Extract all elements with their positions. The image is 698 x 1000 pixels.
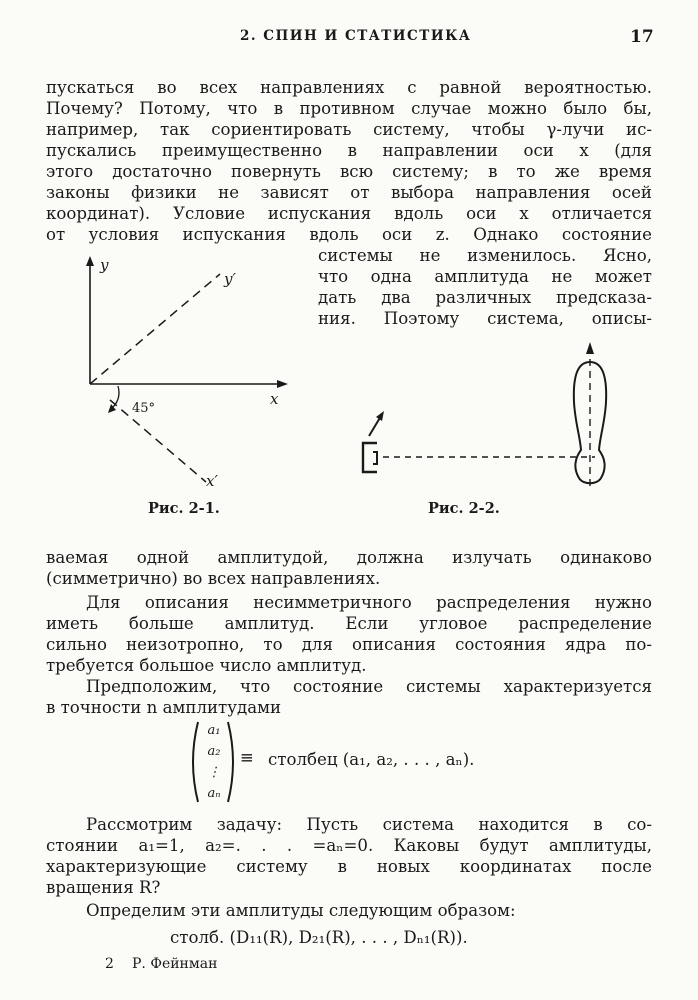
source-box xyxy=(363,443,377,472)
y-prime-axis xyxy=(90,274,220,384)
text-line: дать два различных предсказа- xyxy=(318,288,652,307)
text-line: иметь больше амплитуд. Если угловое распределение xyxy=(46,614,652,633)
figure1-caption: Рис. 2-1. xyxy=(148,500,220,517)
label-y-prime: y′ xyxy=(224,270,236,288)
text-line: например, так сориентировать систему, чтобы γ-лучи ис- xyxy=(46,120,652,139)
figure2-caption: Рис. 2-2. xyxy=(428,500,500,517)
label-y: y xyxy=(100,256,109,274)
label-x-prime: x′ xyxy=(206,472,218,490)
text-line: характеризующие систему в новых координатах после xyxy=(46,857,652,876)
text-line: Для описания несимметричного распределения нужно xyxy=(86,593,652,612)
equiv-sign: ≡ xyxy=(240,748,254,767)
vector-entry: a₂ xyxy=(207,744,221,759)
text-line: от условия испускания вдоль оси z. Однако состояние xyxy=(46,225,652,244)
text-line: ния. Поэтому система, описы- xyxy=(318,309,652,328)
text-line: пускаться во всех направлениях с равной вероятностью. xyxy=(46,78,652,97)
amplitude-formula: столб. (D₁₁(R), D₂₁(R), . . . , Dₙ₁(R)). xyxy=(170,928,468,947)
page-number: 17 xyxy=(630,27,654,47)
angle-label: 45° xyxy=(132,401,156,416)
text-line: координат). Условие испускания вдоль оси x отличается xyxy=(46,204,652,223)
text-line: системы не изменилось. Ясно, xyxy=(318,246,652,265)
running-title: 2. СПИН И СТАТИСТИКА xyxy=(240,28,472,44)
text-line: сильно неизотропно, то для описания состояния ядра по- xyxy=(46,635,652,654)
figure-rotated-axes xyxy=(70,250,300,495)
vector-entry: ⋮ xyxy=(207,765,221,780)
text-line: что одна амплитуда не может xyxy=(318,267,652,286)
text-line: Определим эти амплитуды следующим образом: xyxy=(86,901,516,920)
signature-mark: 2 xyxy=(105,956,114,972)
text-line: этого достаточно повернуть всю систему; в то же время xyxy=(46,162,652,181)
vector-entry: aₙ xyxy=(207,786,221,801)
x-axis-arrow xyxy=(277,380,288,388)
vector-entry: a₁ xyxy=(207,723,221,738)
text-line: пускались преимущественно в направлении оси x (для xyxy=(46,141,652,160)
text-line: ваемая одной амплитудой, должна излучать одинаково xyxy=(46,548,652,567)
text-line: законы физики не зависят от выбора направления осей xyxy=(46,183,652,202)
text-line: требуется большое число амплитуд. xyxy=(46,656,367,675)
text-line: вращения R? xyxy=(46,878,161,897)
x-prime-axis xyxy=(110,400,206,482)
text-line: Почему? Потому, что в противном случае можно было бы, xyxy=(46,99,652,118)
text-line: в точности n амплитудами xyxy=(46,698,282,717)
text-line: (симметрично) во всех направлениях. xyxy=(46,569,381,588)
y-axis-arrow xyxy=(86,256,94,266)
label-x: x xyxy=(270,390,279,408)
column-notation: столбец (a₁, a₂, . . . , aₙ). xyxy=(268,750,475,769)
text-line: Рассмотрим задачу: Пусть система находится в со- xyxy=(86,815,652,834)
figure-radiation-pattern xyxy=(355,340,625,500)
text-line: стоянии a₁=1, a₂=. . . =aₙ=0. Каковы будут амплитуды, xyxy=(46,836,652,855)
text-line: Предположим, что состояние системы характеризуется xyxy=(86,677,652,696)
footer-author: Р. Фейнман xyxy=(132,956,218,972)
